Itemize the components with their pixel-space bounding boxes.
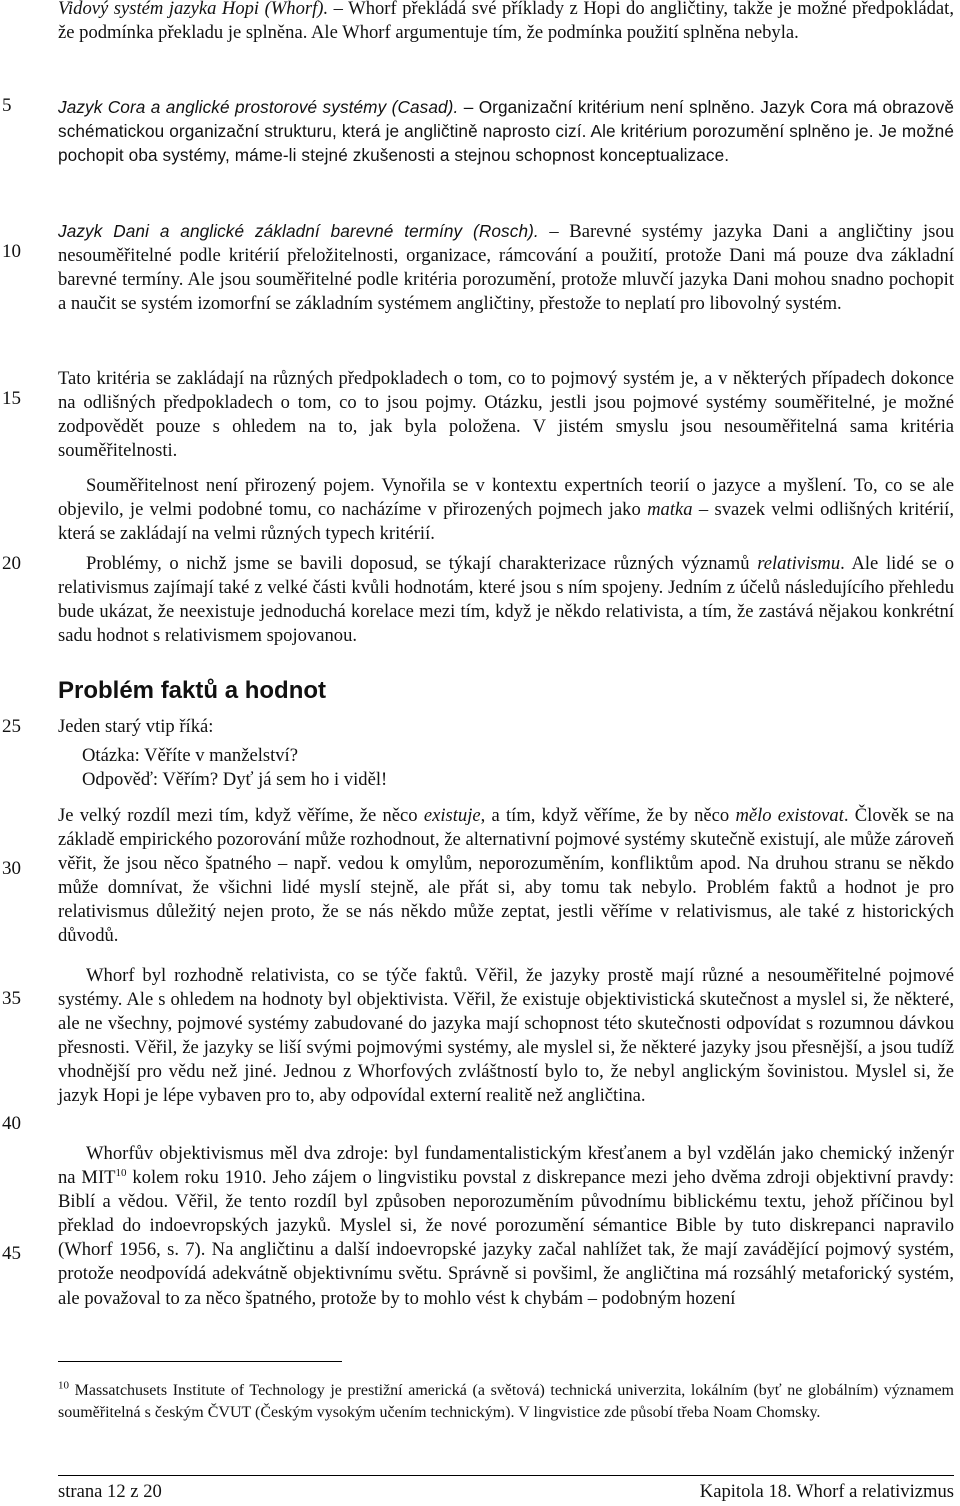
joke-intro: Jeden starý vtip říká: bbox=[58, 716, 214, 737]
line-number: 40 bbox=[2, 1113, 21, 1134]
paragraph-commensurability-emphasis: matka bbox=[647, 499, 693, 521]
paragraph-commensurability-text-a: Souměřitelnost není přirozený pojem. Vynořila se v kontextu expertních teorií o jazyce a myšlení. To, co se ale objevilo, je velmi podobné tomu, co nacházíme v přirozených pojmech jako bbox=[58, 475, 954, 521]
footnote-separator bbox=[58, 1361, 342, 1362]
paragraph-whorf-relativist-text: Whorf byl rozhodně relativista, co se týče faktů. Věřil, že jazyky prostě mají různé a nesouměřitelné pojmové systémy. Ale s ohledem na hodnoty byl objektivista. Věřil, že existuje objektivistická skutečnost a myslel si, že některé, ale ne všechny, pojmové systémy zabudované do jazyka mají schopnost této skutečnosti odpovídat s rozumnou dávkou přesnosti. Věřil, že jazyky se liší svými pojmovými systémy, ale myslel si, že některé jazyky jsou přesnější, a jsou tudíž vhodnější pro vědu než jiné. Jednou z Whorfových zvláštností bylo to, že nebyl anglickým šovinistou. Myslel si, že jazyk Hopi je lépe vybaven pro to, aby odpovídal externí realitě než angličtina. bbox=[58, 965, 954, 1107]
line-number: 20 bbox=[2, 553, 21, 574]
paragraph-facts-values-emphasis-2: mělo existovat bbox=[735, 805, 844, 826]
paragraph-whorf-objectivism-text-a: Whorfův objektivismus měl dva zdroje: byl fundamentalistickým křesťanem a byl vzdělán jako chemický inženýr na MIT bbox=[58, 1143, 954, 1189]
paragraph-commensurability bbox=[58, 474, 954, 546]
line-number: 10 bbox=[2, 241, 21, 262]
joke-answer: Odpověď: Věřím? Dyť já sem ho i viděl! bbox=[82, 769, 388, 790]
paragraph-cora-title: Jazyk Cora a anglické prostorové systémy (Casad). bbox=[58, 97, 459, 117]
paragraph-facts-values-text-b: , a tím, když věříme, že by něco bbox=[480, 805, 736, 826]
paragraph-criteria bbox=[58, 367, 954, 463]
paragraph-dani-text: – Barevné systémy jazyka Dani a angličtiny jsou nesouměřitelné podle kritérií přeložitelnosti, organizace, rámcování a použití, protože Dani má pouze dva základní barevné termíny. Ale jsou souměřitelné podle kritéria porozumění, protože mluvčí jazyka Dani mohou snadno pochopit a naučit se systém izomorfní se základním systémem angličtiny, přestože to neplatí pro libovolný systém. bbox=[58, 221, 954, 315]
chapter-title: Kapitola 18. Whorf a relativizmus bbox=[699, 1481, 954, 1502]
paragraph-cora-text: – Organizační kritérium není splněno. Jazyk Cora má obrazově schématickou organizační strukturu, která je angličtině naprosto cizí. Ale kritérium porozumění splněno je. Je možné pochopit oba systémy, máme-li stejné zkušenosti a stejnou schopnost konceptualizace. bbox=[58, 97, 954, 165]
page-counter: strana 12 z 20 bbox=[58, 1481, 162, 1502]
footnote-reference: 10 bbox=[115, 1166, 127, 1179]
paragraph-dani bbox=[58, 219, 954, 316]
footnote-text: Massatchusets Institute of Technology je prestižní americká (a světová) technická univerzita, lokálním (byť ne globálním) významem souměřitelná s českým ČVUT (Českým vysokým učením technickým). V lingvistice zde působí třeba Noam Chomsky. bbox=[58, 1382, 954, 1421]
paragraph-relativism-text-a: Problémy, o nichž jsme se bavili doposud, se týkají charakterizace různých významů bbox=[86, 553, 758, 574]
line-number: 45 bbox=[2, 1243, 21, 1264]
paragraph-hopi-text: – Whorf překládá své příklady z Hopi do angličtiny, takže je možné předpokládat, že podmínka překladu je splněna. Ale Whorf argumentuje tím, že podmínka použití splněna nebyla. bbox=[58, 0, 954, 44]
paragraph-facts-values bbox=[58, 804, 954, 949]
line-number: 25 bbox=[2, 716, 21, 737]
paragraph-hopi bbox=[58, 0, 954, 45]
section-heading: Problém faktů a hodnot bbox=[58, 677, 327, 704]
paragraph-relativism-text-b: . Ale lidé se o relativismus zajímají také z velké části kvůli hodnotám, které jsou s ním spojeny. Jedním z účelů následujícího přehledu bude ukázat, že neexistuje jednoduchá korelace mezi tím, když je někdo relativista, a tím, že zastává nějakou konkrétní sadu hodnot s relativismem spojovanou. bbox=[58, 553, 954, 647]
paragraph-cora bbox=[58, 95, 954, 167]
footnote bbox=[58, 1380, 954, 1424]
paragraph-relativism bbox=[58, 552, 954, 648]
line-number: 30 bbox=[2, 858, 21, 879]
paragraph-facts-values-emphasis-1: existuje bbox=[423, 805, 481, 826]
paragraph-whorf-relativist bbox=[58, 964, 954, 1109]
paragraph-hopi-title: Vidový systém jazyka Hopi (Whorf). bbox=[58, 0, 329, 19]
paragraph-facts-values-text-c: . Člověk se na základě empirického pozorování může rozhodnout, že alternativní pojmové systémy skutečně existují, ale může zároveň věřit, že jsou něco špatného – např. vedou k omylům, neporozuměním, konfliktům apod. Na druhou stranu se někdo může domnívat, že všichni lidé myslí stejně, ale přát si, aby tomu tak nebylo. Problém faktů a hodnot je pro relativismus důležitý nejen proto, že se nás někdo může zeptat, jestli věříme v relativismus, ale také z historických důvodů. bbox=[58, 805, 954, 947]
paragraph-whorf-objectivism bbox=[58, 1142, 954, 1311]
joke-question: Otázka: Věříte v manželství? bbox=[82, 745, 298, 766]
line-number: 5 bbox=[2, 95, 12, 116]
footer-divider bbox=[58, 1475, 954, 1476]
paragraph-dani-title: Jazyk Dani a anglické základní barevné termíny (Rosch). bbox=[58, 221, 539, 241]
paragraph-criteria-text: Tato kritéria se zakládají na různých předpokladech o tom, co to pojmový systém je, a v některých případech dokonce na odlišných předpokladech o tom, co to jsou pojmy. Otázku, jestli jsou pojmové systémy souměřitelné, je možné zodpovědět pouze s ohledem na to, jak byla položena. V jistém smyslu jsou nesouměřitelná sama kritéria souměřitelnosti. bbox=[58, 368, 954, 462]
line-number: 15 bbox=[2, 388, 21, 409]
paragraph-relativism-emphasis: relativismu bbox=[757, 553, 841, 574]
paragraph-facts-values-text-a: Je velký rozdíl mezi tím, když věříme, že něco bbox=[58, 805, 424, 826]
footnote-number: 10 bbox=[58, 1379, 69, 1392]
paragraph-commensurability-text-b: – svazek velmi odlišných kritérií, která se zakládají na velmi různých typech kritérií. bbox=[58, 499, 954, 545]
line-number: 35 bbox=[2, 988, 21, 1009]
line-number-column bbox=[0, 0, 40, 1506]
paragraph-whorf-objectivism-text-b: kolem roku 1910. Jeho zájem o lingvistiku povstal z diskrepance mezi jeho dvěma zdroji objektivní pravdy: Biblí a vědou. Věřil, že tento rozdíl byl způsoben neporozuměním původnímu biblickému textu, jehož příčinou byl překlad do indoevropských jazyků. Myslel si, že nové porozumění sémantice Bible by tuto diskrepanci napravilo (Whorf 1956, s. 7). Na angličtinu a další indoevropské jazyky začal nahlížet tak, že mají zavádějící pojmový systém, protože neodpovídá adekvátně objektivnímu světu. Správně si povšiml, že angličtina má rozsáhlý metaforický systém, ale považoval to za něco špatného, protože by to mohlo vést k chybám – podobným hození bbox=[58, 1167, 955, 1309]
